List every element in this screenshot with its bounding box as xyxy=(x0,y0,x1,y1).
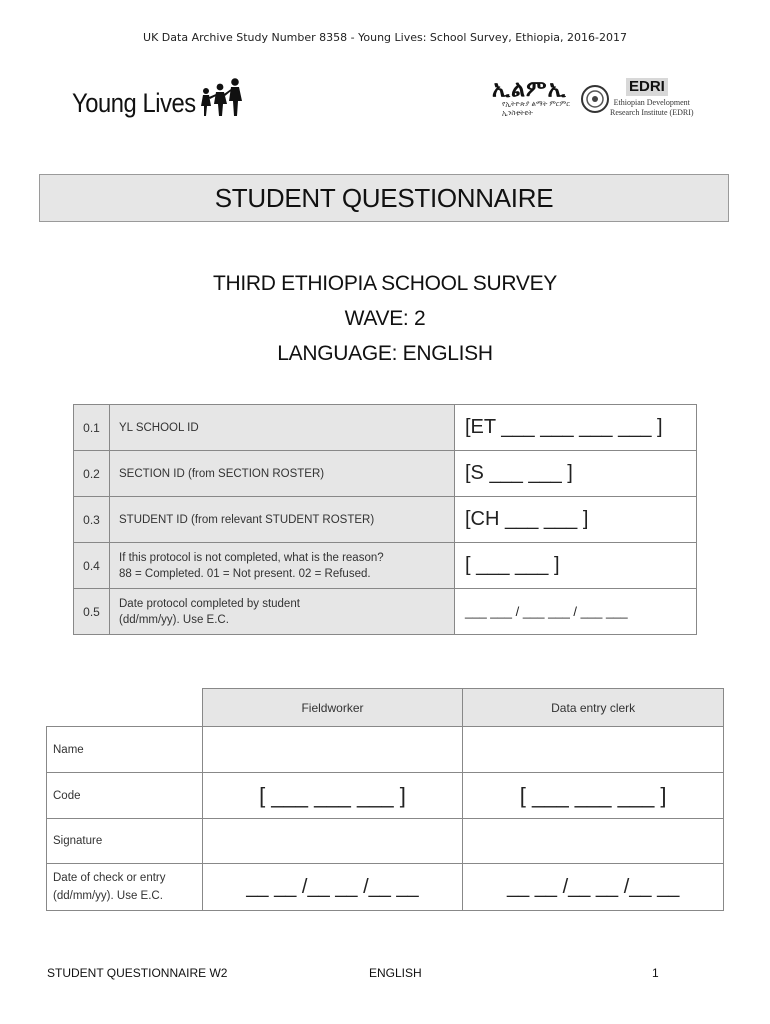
footer-center: ENGLISH xyxy=(369,966,422,980)
edri-amharic-name: ኢልምኢ xyxy=(492,76,567,101)
row-label: Date protocol completed by student (dd/mm/yy). Use E.C. xyxy=(110,589,455,635)
completion-date-field[interactable]: ___ ___ / ___ ___ / ___ ___ xyxy=(455,589,697,635)
row-number: 0.5 xyxy=(74,589,110,635)
footer-left: STUDENT QUESTIONNAIRE W2 xyxy=(47,966,228,980)
wave-label: WAVE: 2 xyxy=(344,307,426,330)
reason-code-field[interactable]: [ ___ ___ ] xyxy=(455,543,697,589)
fieldworker-clerk-table xyxy=(46,688,724,911)
row-label: Name xyxy=(47,727,203,773)
table-row xyxy=(74,497,697,543)
page-number: 1 xyxy=(652,966,659,980)
title-box xyxy=(39,174,729,222)
row-label: STUDENT ID (from relevant STUDENT ROSTER) xyxy=(110,497,455,543)
row-number: 0.2 xyxy=(74,451,110,497)
table-row xyxy=(74,589,697,635)
edri-seal-icon xyxy=(580,84,610,114)
fieldworker-header: Fieldworker xyxy=(202,689,463,727)
fieldworker-code-field[interactable]: [ ___ ___ ___ ] xyxy=(202,773,463,819)
table-row xyxy=(74,405,697,451)
section-id-field[interactable]: [S ___ ___ ] xyxy=(455,451,697,497)
edri-short-name: EDRI xyxy=(626,78,668,96)
row-number: 0.1 xyxy=(74,405,110,451)
data-entry-clerk-header: Data entry clerk xyxy=(463,689,724,727)
table-row xyxy=(74,451,697,497)
row-label: SECTION ID (from SECTION ROSTER) xyxy=(110,451,455,497)
row-label: If this protocol is not completed, what is the reason? 88 = Completed. 01 = Not present. 02 = Refused. xyxy=(110,543,455,589)
clerk-date-field[interactable]: __ __ /__ __ /__ __ xyxy=(463,864,724,911)
blank-corner xyxy=(47,689,203,727)
row-label: Code xyxy=(47,773,203,819)
language-label: LANGUAGE: ENGLISH xyxy=(277,342,493,365)
fieldworker-signature-field[interactable] xyxy=(202,819,463,864)
row-label: Date of check or entry (dd/mm/yy). Use E.C. xyxy=(47,864,203,911)
fieldworker-name-field[interactable] xyxy=(202,727,463,773)
edri-full-name: Ethiopian Development Research Institute (EDRI) xyxy=(610,98,694,117)
school-id-field[interactable]: [ET ___ ___ ___ ___ ] xyxy=(455,405,697,451)
row-label: YL SCHOOL ID xyxy=(110,405,455,451)
header-note: UK Data Archive Study Number 8358 - Young Lives: School Survey, Ethiopia, 2016-2017 xyxy=(143,31,627,44)
table-row xyxy=(47,819,724,864)
clerk-name-field[interactable] xyxy=(463,727,724,773)
survey-name: THIRD ETHIOPIA SCHOOL SURVEY xyxy=(212,272,557,295)
identification-table xyxy=(73,404,697,635)
page-title: STUDENT QUESTIONNAIRE xyxy=(214,182,554,213)
edri-logo xyxy=(492,76,702,124)
table-row xyxy=(74,543,697,589)
table-row xyxy=(47,864,724,911)
table-row xyxy=(47,727,724,773)
table-header-row xyxy=(47,689,724,727)
fieldworker-date-field[interactable]: __ __ /__ __ /__ __ xyxy=(202,864,463,911)
row-number: 0.4 xyxy=(74,543,110,589)
clerk-signature-field[interactable] xyxy=(463,819,724,864)
row-label: Signature xyxy=(47,819,203,864)
row-number: 0.3 xyxy=(74,497,110,543)
young-lives-figures-icon xyxy=(198,76,244,118)
edri-amharic-subtitle: የኢትዮጵያ ልማት ምርምር ኢንስቲትዩት xyxy=(502,101,571,117)
table-row xyxy=(47,773,724,819)
student-id-field[interactable]: [CH ___ ___ ] xyxy=(455,497,697,543)
young-lives-logo-text: Young Lives xyxy=(72,88,196,118)
clerk-code-field[interactable]: [ ___ ___ ___ ] xyxy=(463,773,724,819)
